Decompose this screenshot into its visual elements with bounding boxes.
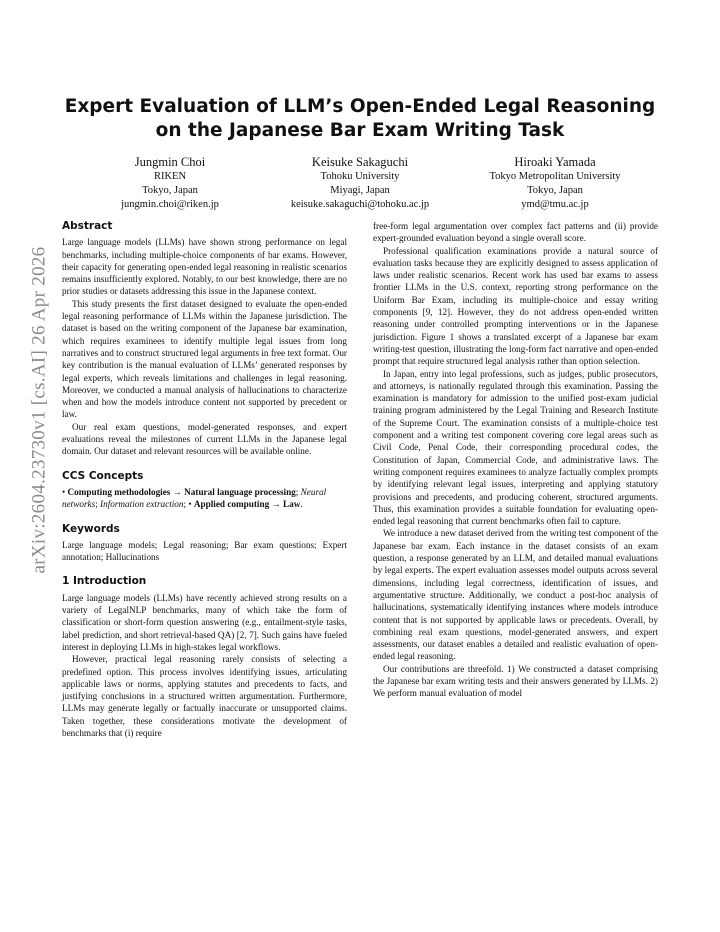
- author-location: Tokyo, Japan: [142, 185, 198, 196]
- ccs-term: Applied computing: [193, 499, 270, 510]
- ccs-arrow: →: [170, 486, 185, 497]
- arxiv-sidebar: [14, 150, 64, 670]
- abstract-heading: Abstract: [62, 220, 113, 232]
- ccs-term: Information extraction: [100, 499, 184, 510]
- paper-title: [60, 95, 660, 143]
- ccs-term: Neural networks: [62, 486, 327, 510]
- body-paragraph: free-form legal argumentation over complex fact patterns and (ii) provide expert-grounded evaluation beyond a single overall score.: [373, 221, 658, 244]
- ccs-separator: ;: [295, 486, 299, 497]
- author-name: Hiroaki Yamada: [514, 155, 596, 169]
- arxiv-identifier: arXiv:2604.23730v1 [cs.AI] 26 Apr 2026: [28, 246, 49, 574]
- author-location: Tokyo, Japan: [527, 185, 583, 196]
- author-email: keisuke.sakaguchi@tohoku.ac.jp: [290, 199, 430, 210]
- left-column: [62, 220, 347, 739]
- author-block: [255, 154, 465, 212]
- body-paragraph: Large language models (LLMs) have recently achieved strong results on a variety of LegalNLP benchmarks, many of which take the form of classification or short-form question answering (e.g., entailment-style tasks, label prediction, and short retrieval-based QA) [2, 7]. Such gains have fueled interest in deploying LLMs in high-stakes legal workflows.: [62, 592, 347, 652]
- author-name: Jungmin Choi: [134, 155, 206, 169]
- title-line-2: on the Japanese Bar Exam Writing Task: [155, 120, 565, 141]
- title-line-1: Expert Evaluation of LLM’s Open-Ended Legal Reasoning: [64, 96, 656, 117]
- body-paragraph: Professional qualification examinations provide a natural source of evaluation tasks because they are explicitly designed to assess application of laws under realistic scenarios. Recent work has used bar exams to assess frontier LLMs in the U.S. context, reporting strong performance on the Uniform Bar Exam, including its multiple-choice and essay writing components [9, 12]. However, they do not address open-ended written reasoning under controlled prompting interventions or in the Japanese jurisdiction. Figure 1 shows a translated excerpt of a Japanese bar exam writing-test question, illustrating the long-form fact narrative and open-ended prompt that require structured legal analysis rather than option selection.: [373, 245, 658, 367]
- author-affiliation: RIKEN: [153, 171, 187, 182]
- author-email: jungmin.choi@riken.jp: [121, 199, 219, 210]
- author-block: [80, 154, 260, 212]
- author-block: [455, 154, 655, 212]
- author-email: ymd@tmu.ac.jp: [521, 199, 589, 210]
- author-location: Miyagi, Japan: [330, 185, 390, 196]
- ccs-term: Law: [282, 499, 301, 510]
- body-paragraph: We introduce a new dataset derived from the writing test component of the Japanese bar exam. Each instance in the dataset consists of an exam question, a response generated by an LLM, and detailed manual evaluations by legal experts. The expert evaluation assesses model outputs across several dimensions, including legal correctness, identification of issues, and argumentative structure. Additionally, we conduct a post-hoc analysis of hallucinations, systematically identifying instances where models introduce content that is not supported by applicable laws or precedents. Overall, by combining real exam questions, model-generated answers, and expert assessments, our dataset enables a detailed and realistic evaluation of open-ended legal reasoning.: [373, 528, 658, 662]
- author-affiliation: Tohoku University: [320, 171, 400, 182]
- abstract-paragraph: Large language models (LLMs) have shown strong performance on legal benchmarks, including multiple-choice components of bar exams. However, their capacity for generating open-ended legal reasoning in realistic scenarios remains insufficiently explored. Notably, to our best knowledge, there are no prior studies or datasets addressing this issue in the Japanese context.: [62, 237, 347, 297]
- author-name: Keisuke Sakaguchi: [311, 155, 409, 169]
- author-affiliation: Tokyo Metropolitan University: [489, 171, 621, 182]
- ccs-separator: ;: [95, 499, 101, 510]
- body-paragraph: However, practical legal reasoning rarely consists of selecting a predefined option. This process involves identifying issues, articulating applicable laws or norms, applying statutes and precedents to facts, and justifying conclusions in a structured written argumentation. Furthermore, LLMs may generate legally or factually inaccurate or unsupported claims. Taken together, these considerations motivate the development of benchmarks that (i) require: [62, 654, 347, 738]
- keywords-heading: Keywords: [62, 522, 120, 535]
- ccs-separator: .: [300, 499, 303, 510]
- body-paragraph: Our contributions are threefold. 1) We constructed a dataset comprising the Japanese bar exam writing tests and their answers generated by LLMs. 2) We perform manual evaluation of model: [373, 663, 658, 699]
- ccs-arrow: →: [269, 499, 283, 510]
- body-paragraph: In Japan, entry into legal professions, such as judges, public prosecutors, and attorneys, is nationally regulated through this examination. Passing the examination is mandatory for admission to the unified post-exam judicial training program administered by the Legal Training and Research Institute of the Supreme Court. The examination consists of a multiple-choice test component and a writing test component covering core legal areas such as Civil Code, Penal Code, their corresponding procedural codes, the Constitution of Japan, Commercial Code, and administrative laws. The writing component requires examinees to analyze factually complex prompts by identifying relevant legal issues, interpreting and applying statutory provisions and precedents, and producing coherent, structured arguments. Thus, this examination provides a suitable foundation for evaluating open-ended legal reasoning that current benchmarks often fail to capture.: [373, 368, 658, 527]
- abstract-paragraph: This study presents the first dataset designed to evaluate the open-ended legal reasoning performance of LLMs within the Japanese jurisdiction. The dataset is based on the writing component of the Japanese bar examination, which requires examinees to identify multiple legal issues from long narratives and to construct structured legal arguments in free text format. Our key contribution is the manual evaluation of LLMs’ generated responses by legal experts, which reveals limitations and challenges in legal reasoning. Moreover, we conducted a manual analysis of hallucinations to characterize when and how the models introduce content not supported by precedent or law.: [62, 298, 347, 420]
- ccs-concepts: • Computing methodologies → Natural language processing; Neural networks; Information extraction; • Applied computing → Law.: [62, 486, 327, 510]
- keywords-text: Large language models; Legal reasoning; Bar exam questions; Expert annotation; Hallucinations: [62, 539, 347, 563]
- introduction-heading: 1 Introduction: [62, 575, 147, 588]
- abstract-paragraph: Our real exam questions, model-generated responses, and expert evaluations reveal the milestones of current LLMs in the Japanese legal domain. Our dataset and relevant resources will be available online.: [62, 421, 347, 457]
- right-column: [373, 220, 658, 700]
- ccs-separator: ;: [183, 499, 189, 510]
- ccs-heading: CCS Concepts: [62, 469, 144, 482]
- ccs-term: Computing methodologies: [67, 486, 171, 497]
- ccs-term: Natural language processing: [184, 486, 296, 497]
